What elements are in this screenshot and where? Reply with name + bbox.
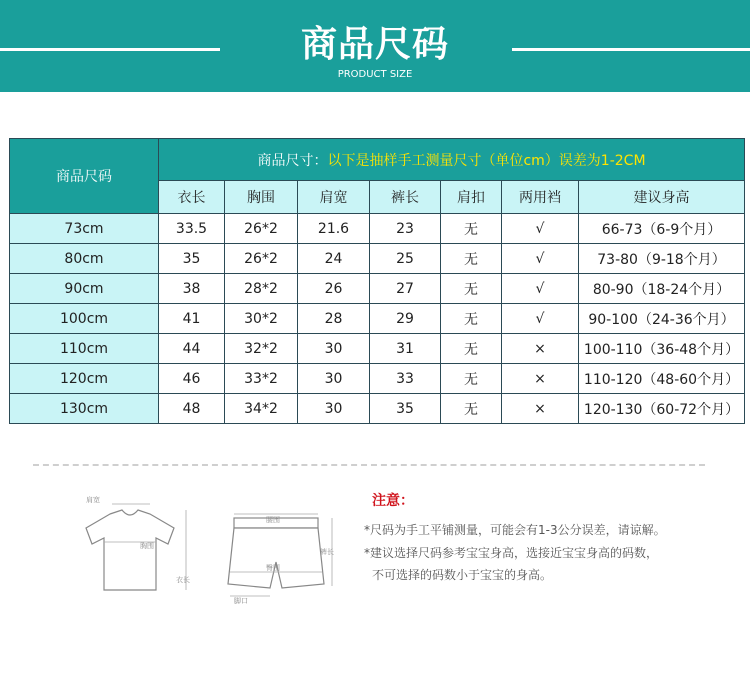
pants-length-cell: 27 (370, 274, 441, 304)
header-shoulder: 肩宽 (298, 181, 370, 214)
pants-length-cell: 29 (370, 304, 441, 334)
shoulder-cell: 24 (298, 244, 370, 274)
shoulder-button-cell: 无 (441, 244, 502, 274)
shoulder-cell: 30 (298, 334, 370, 364)
dual-crotch-cell: √ (502, 274, 579, 304)
height-cell: 66-73（6-9个月） (579, 214, 745, 244)
shoulder-cell: 21.6 (298, 214, 370, 244)
pants-length-cell: 31 (370, 334, 441, 364)
note-prefix: 商品尺寸： (257, 152, 328, 169)
table-row (10, 274, 745, 304)
shoulder-button-cell: 无 (441, 214, 502, 244)
dual-crotch-cell: √ (502, 244, 579, 274)
table-row (10, 394, 745, 424)
height-cell: 80-90（18-24个月） (579, 274, 745, 304)
table-note (159, 139, 745, 181)
size-cell: 100cm (10, 304, 159, 334)
table-row (10, 214, 745, 244)
shoulder-button-cell: 无 (441, 394, 502, 424)
pants-length-cell: 35 (370, 394, 441, 424)
pants-leg-label: 脚口 (234, 597, 248, 605)
pants-length-label: 裤长 (320, 548, 334, 556)
shoulder-cell: 28 (298, 304, 370, 334)
header-height: 建议身高 (579, 181, 745, 214)
shirt-shoulder-label: 肩宽 (86, 496, 100, 504)
pants-length-cell: 25 (370, 244, 441, 274)
header-shoulder-button: 肩扣 (441, 181, 502, 214)
notes-heading: 注意： (372, 493, 414, 509)
shoulder-cell: 30 (298, 394, 370, 424)
length-cell: 48 (159, 394, 225, 424)
pants-waist-label: 腰围 (266, 516, 280, 524)
size-cell: 90cm (10, 274, 159, 304)
table-row (10, 304, 745, 334)
shirt-length-label: 衣长 (176, 576, 190, 584)
pants-hip-label: 臀围 (266, 564, 280, 572)
header-pants-length: 裤长 (370, 181, 441, 214)
pants-outline (228, 528, 324, 588)
length-cell: 38 (159, 274, 225, 304)
dual-crotch-cell: √ (502, 304, 579, 334)
length-cell: 44 (159, 334, 225, 364)
length-cell: 41 (159, 304, 225, 334)
pants-length-cell: 33 (370, 364, 441, 394)
banner-title: 商品尺码 (300, 24, 449, 65)
shoulder-button-cell: 无 (441, 334, 502, 364)
shoulder-button-cell: 无 (441, 304, 502, 334)
height-cell: 90-100（24-36个月） (579, 304, 745, 334)
shoulder-cell: 30 (298, 364, 370, 394)
table-row (10, 244, 745, 274)
shoulder-button-cell: 无 (441, 364, 502, 394)
chest-cell: 26*2 (225, 214, 298, 244)
chest-cell: 26*2 (225, 244, 298, 274)
size-cell: 80cm (10, 244, 159, 274)
table-note-row (10, 139, 745, 181)
shirt-chest-label: 胸围 (140, 542, 154, 550)
size-cell: 130cm (10, 394, 159, 424)
note-line-2: *建议选择尺码参考宝宝身高，选接近宝宝身高的码数， (364, 546, 659, 560)
chest-cell: 33*2 (225, 364, 298, 394)
chest-cell: 30*2 (225, 304, 298, 334)
pants-diagram (220, 510, 340, 605)
section-divider (33, 464, 705, 466)
height-cell: 73-80（9-18个月） (579, 244, 745, 274)
header-length: 衣长 (159, 181, 225, 214)
table-body (10, 214, 745, 424)
table-row (10, 334, 745, 364)
shirt-diagram (78, 490, 198, 600)
shoulder-cell: 26 (298, 274, 370, 304)
table-row (10, 364, 745, 394)
size-table (9, 138, 745, 424)
length-cell: 46 (159, 364, 225, 394)
pants-length-cell: 23 (370, 214, 441, 244)
note-text: 以下是抽样手工测量尺寸（单位cm）误差为1-2CM (327, 152, 646, 169)
chest-cell: 32*2 (225, 334, 298, 364)
header-dual-crotch: 两用裆 (502, 181, 579, 214)
note-line-1: *尺码为手工平铺测量，可能会有1-3公分误差，请谅解。 (364, 523, 666, 537)
chest-cell: 28*2 (225, 274, 298, 304)
dual-crotch-cell: √ (502, 214, 579, 244)
shoulder-button-cell: 无 (441, 274, 502, 304)
dual-crotch-cell: × (502, 334, 579, 364)
height-cell: 100-110（36-48个月） (579, 334, 745, 364)
header-chest: 胸围 (225, 181, 298, 214)
height-cell: 120-130（60-72个月） (579, 394, 745, 424)
dual-crotch-cell: × (502, 394, 579, 424)
height-cell: 110-120（48-60个月） (579, 364, 745, 394)
header-banner (0, 0, 750, 92)
note-line-3: 不可选择的码数小于宝宝的身高。 (372, 568, 553, 582)
chest-cell: 34*2 (225, 394, 298, 424)
banner-subtitle: PRODUCT SIZE (337, 69, 413, 80)
dual-crotch-cell: × (502, 364, 579, 394)
size-cell: 110cm (10, 334, 159, 364)
table-corner-label: 商品尺码 (10, 139, 159, 214)
shirt-outline (86, 510, 174, 590)
length-cell: 35 (159, 244, 225, 274)
length-cell: 33.5 (159, 214, 225, 244)
size-cell: 120cm (10, 364, 159, 394)
size-cell: 73cm (10, 214, 159, 244)
